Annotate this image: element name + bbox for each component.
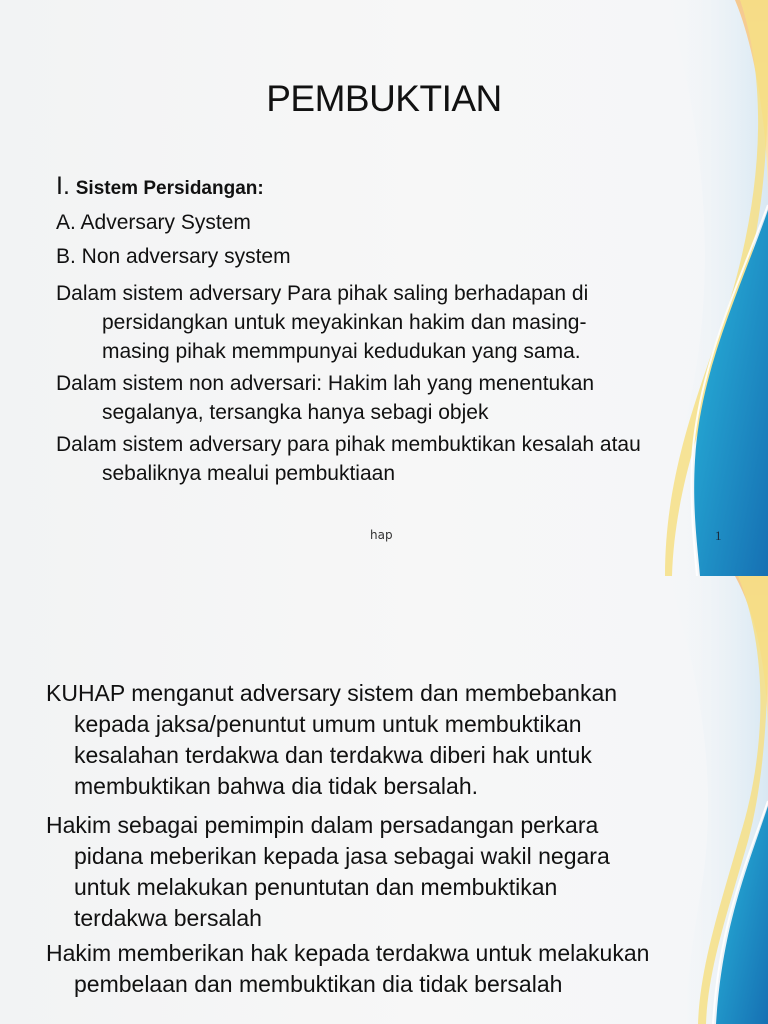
paragraph-hakim-pemimpin (46, 810, 726, 934)
paragraph-line: Hakim sebagai pemimpin dalam persadangan perkara (46, 812, 599, 838)
paragraph-line: untuk melakukan penuntutan dan membuktikan (74, 874, 558, 900)
section-number: I. (56, 172, 70, 200)
paragraph-line: membuktikan bahwa dia tidak bersalah. (74, 773, 479, 799)
paragraph-line: persidangkan untuk meyakinkan hakim dan masing- (102, 311, 587, 334)
paragraph-adversary-proof (56, 430, 716, 488)
slide-2 (0, 576, 768, 1024)
list-item-non-adversary: B. Non adversary system (56, 245, 291, 268)
section-label: Sistem Persidangan: (75, 178, 264, 199)
page-number: 1 (715, 528, 722, 543)
paragraph-line: Dalam sistem adversary Para pihak saling berhadapan di (56, 282, 589, 305)
slide-footer: hap (370, 528, 393, 542)
paragraph-adversary (56, 279, 716, 366)
paragraph-line: KUHAP menganut adversary sistem dan membebankan (46, 680, 618, 706)
paragraph-line: pembelaan dan membuktikan dia tidak bersalah (74, 971, 563, 997)
paragraph-line: pidana meberikan kepada jasa sebagai wakil negara (74, 843, 610, 869)
paragraph-hakim-hak (46, 938, 726, 1000)
slide-title: PEMBUKTIAN (266, 78, 502, 119)
paragraph-line: segalanya, tersangka hanya sebagi objek (102, 401, 489, 424)
paragraph-line: kesalahan terdakwa dan terdakwa diberi hak untuk (74, 742, 592, 768)
list-item-adversary: A. Adversary System (56, 211, 251, 234)
section-heading (56, 172, 264, 201)
paragraph-line: Hakim memberikan hak kepada terdakwa untuk melakukan (46, 940, 650, 966)
paragraph-line: masing pihak memmpunyai kedudukan yang sama. (102, 340, 581, 363)
paragraph-line: kepada jaksa/penuntut umum untuk membuktikan (74, 711, 582, 737)
paragraph-line: Dalam sistem non adversari: Hakim lah yang menentukan (56, 372, 595, 395)
paragraph-line: terdakwa bersalah (74, 905, 262, 931)
paragraph-line: Dalam sistem adversary para pihak membuktikan kesalah atau (56, 433, 641, 456)
paragraph-non-adversary (56, 369, 716, 427)
paragraph-kuhap (46, 678, 726, 802)
paragraph-line: sebaliknya mealui pembuktiaan (102, 462, 396, 485)
